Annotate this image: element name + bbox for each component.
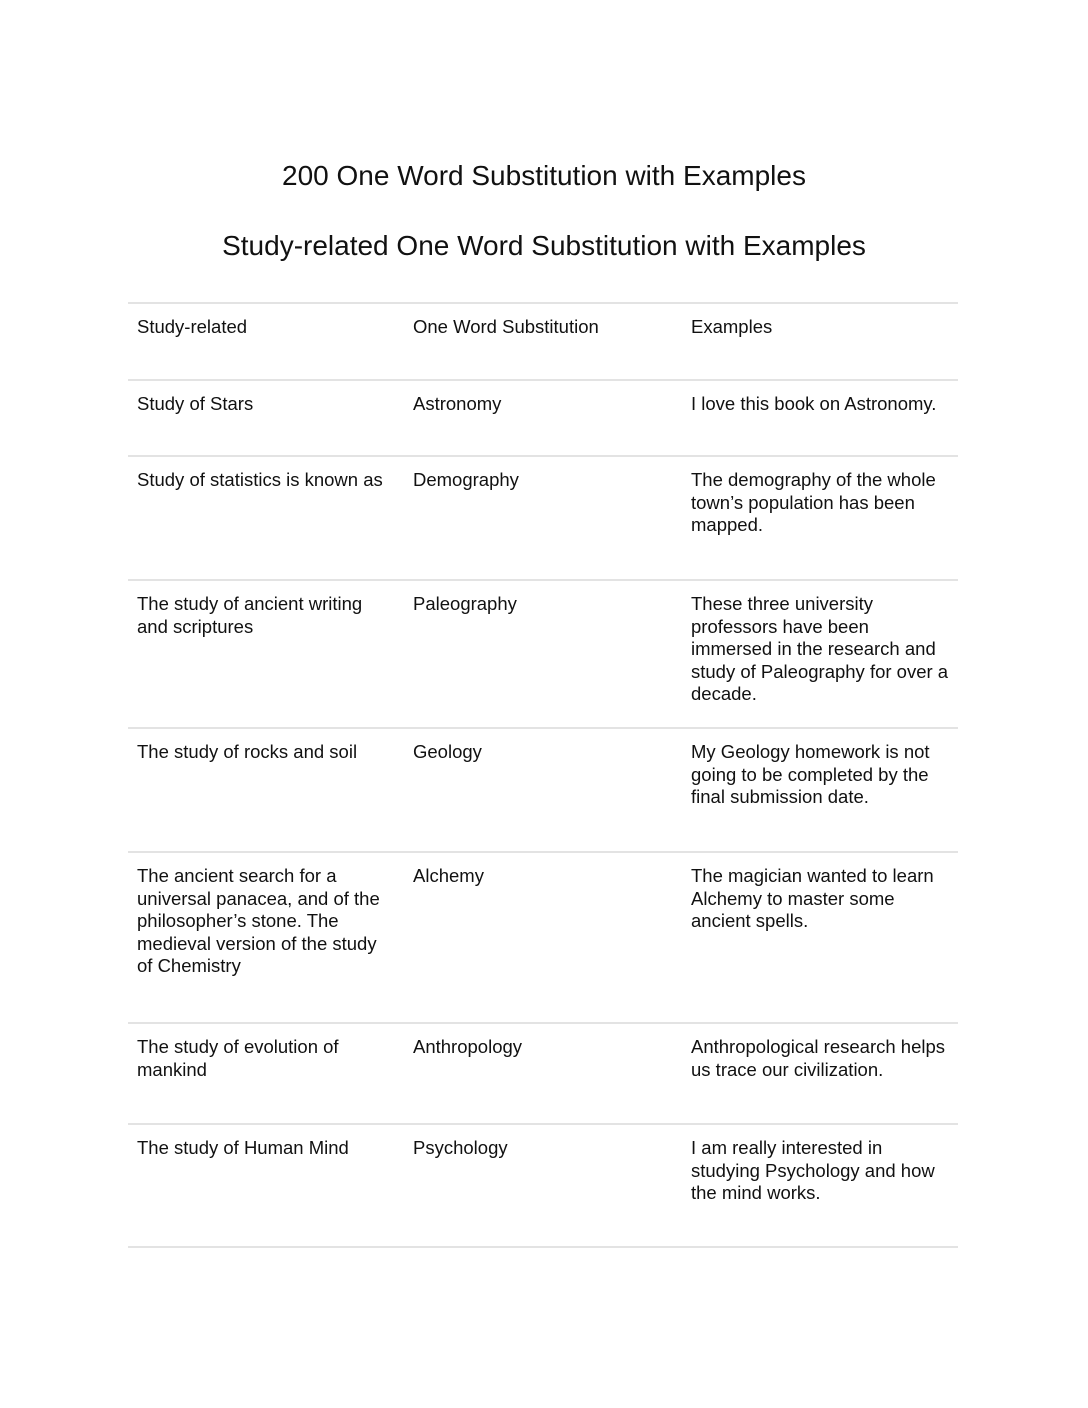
word-cell: Paleography (404, 580, 682, 728)
study-related-cell: The study of evolution of mankind (128, 1023, 404, 1124)
study-related-cell: Study of statistics is known as (128, 456, 404, 580)
example-cell: These three university professors have been immersed in the research and study of Paleography for over a decade. (682, 580, 958, 728)
example-cell: The demography of the whole town’s population has been mapped. (682, 456, 958, 580)
table-row (128, 456, 958, 580)
study-related-cell: The study of Human Mind (128, 1124, 404, 1247)
example-cell: My Geology homework is not going to be completed by the final submission date. (682, 728, 958, 852)
substitution-table-container (128, 302, 958, 1248)
study-related-cell: The study of ancient writing and scriptures (128, 580, 404, 728)
table-header-row (128, 303, 958, 380)
table-row (128, 380, 958, 456)
table-row (128, 580, 958, 728)
table-row (128, 1124, 958, 1247)
word-cell: Alchemy (404, 852, 682, 1023)
word-cell: Astronomy (404, 380, 682, 456)
study-related-cell: Study of Stars (128, 380, 404, 456)
example-cell: Anthropological research helps us trace our civilization. (682, 1023, 958, 1124)
example-cell: The magician wanted to learn Alchemy to master some ancient spells. (682, 852, 958, 1023)
header-examples: Examples (682, 303, 958, 380)
example-cell: I love this book on Astronomy. (682, 380, 958, 456)
header-study-related: Study-related (128, 303, 404, 380)
substitution-table (128, 302, 958, 1248)
word-cell: Geology (404, 728, 682, 852)
word-cell: Psychology (404, 1124, 682, 1247)
study-related-cell: The ancient search for a universal panacea, and of the philosopher’s stone. The medieval version of the study of Chemistry (128, 852, 404, 1023)
section-title: Study-related One Word Substitution with Examples (222, 230, 866, 261)
table-row (128, 728, 958, 852)
word-cell: Demography (404, 456, 682, 580)
example-cell: I am really interested in studying Psychology and how the mind works. (682, 1124, 958, 1247)
word-cell: Anthropology (404, 1023, 682, 1124)
header-one-word-substitution: One Word Substitution (404, 303, 682, 380)
study-related-cell: The study of rocks and soil (128, 728, 404, 852)
page-title: 200 One Word Substitution with Examples (282, 160, 806, 191)
table-row (128, 1023, 958, 1124)
table-row (128, 852, 958, 1023)
